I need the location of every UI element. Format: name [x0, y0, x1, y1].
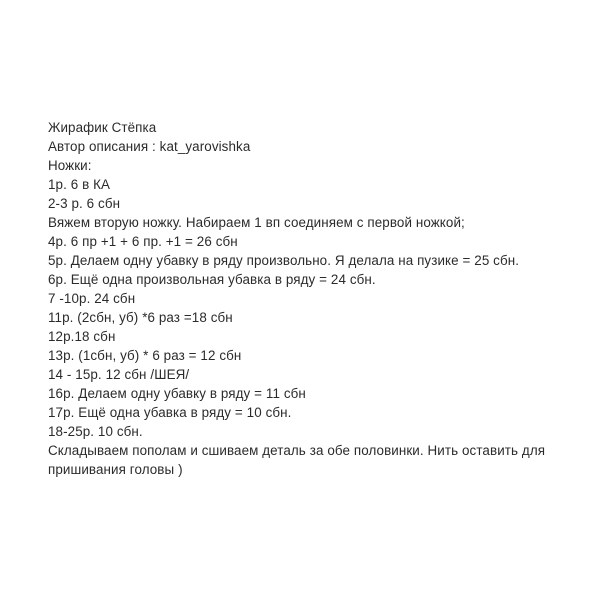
pattern-row: 1р. 6 в КА: [48, 177, 111, 192]
pattern-row: 12р.18 сбн: [48, 329, 116, 344]
pattern-row: 7 -10р. 24 сбн: [48, 291, 136, 306]
pattern-row: 4р. 6 пр +1 + 6 пр. +1 = 26 сбн: [48, 234, 238, 249]
post-text: [48, 118, 568, 479]
pattern-row: 2-3 р. 6 сбн: [48, 196, 121, 211]
pattern-row: 14 - 15р. 12 сбн /ШЕЯ/: [48, 367, 190, 382]
pattern-row: 16р. Делаем одну убавку в ряду = 11 сбн: [48, 386, 306, 401]
post-title: Жирафик Стёпка: [48, 120, 157, 135]
pattern-row: 17р. Ещё одна убавка в ряду = 10 сбн.: [48, 405, 292, 420]
pattern-row: 11р. (2сбн, уб) *6 раз =18 сбн: [48, 310, 233, 325]
pattern-row: 18-25р. 10 сбн.: [48, 424, 143, 439]
pattern-row: Вяжем вторую ножку. Набираем 1 вп соединяем с первой ножкой;: [48, 215, 465, 230]
closing-instruction: Складываем пополам и сшиваем деталь за обе половинки. Нить оставить для пришивания головы ): [48, 443, 546, 477]
pattern-row: 5р. Делаем одну убавку в ряду произвольно. Я делала на пузике = 25 сбн.: [48, 253, 520, 268]
post-author: Автор описания : kat_yarovishka: [48, 139, 251, 154]
section-heading: Ножки:: [48, 158, 92, 173]
pattern-row: 13р. (1сбн, уб) * 6 раз = 12 сбн: [48, 348, 242, 363]
pattern-row: 6р. Ещё одна произвольная убавка в ряду = 24 сбн.: [48, 272, 376, 287]
